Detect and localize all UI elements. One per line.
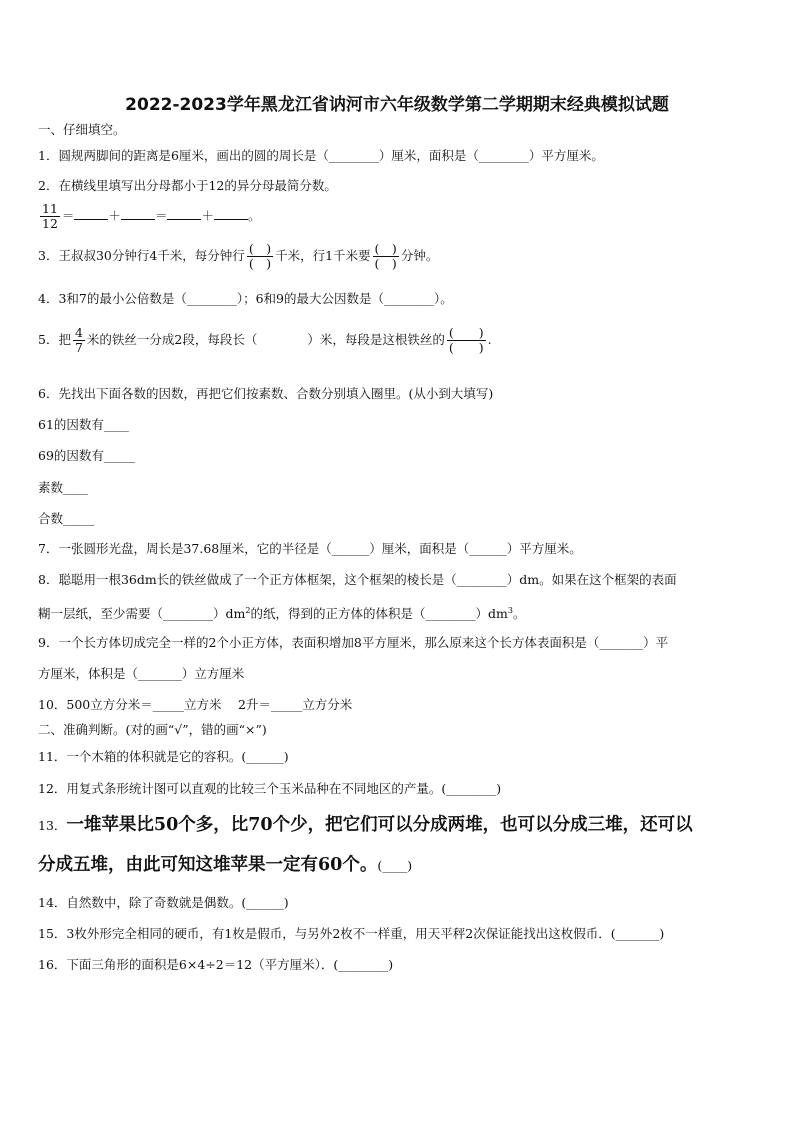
- fraction-blank[interactable]: $\frac{( )}{( )}$: [448, 325, 484, 355]
- question-13-line-2: 分成五堆，由此可知这堆苹果一定有60个。(____): [38, 855, 413, 875]
- question-6: 6．先找出下面各数的因数，再把它们按素数、合数分别填入圈里。(从小到大填写): [38, 386, 494, 401]
- fraction-blank[interactable]: $\frac{( )}{( )}$: [248, 241, 272, 271]
- question-9-line-2: 方厘米，体积是（_______）立方厘米: [38, 666, 245, 681]
- question-13-line-1: 13．一堆苹果比50个多，比70个少，把它们可以分成两堆，也可以分成三堆，还可以: [38, 815, 693, 835]
- fraction: $\frac{4}{7}$: [74, 325, 83, 355]
- question-12: 12．用复式条形统计图可以直观的比较三个玉米品种在不同地区的产量。(________): [38, 781, 502, 796]
- question-3: 3．王叔叔30分钟行4千米，每分钟行 $\frac{( )}{( )}$ 千米，行1千米要 $\frac{( )}{( )}$ 分钟。: [38, 241, 439, 271]
- question-7: 7．一张圆形光盘，周长是37.68厘米，它的半径是（______）厘米，面积是（______）平方厘米。: [38, 541, 582, 556]
- question-2-equation: $\frac{11}{12}$ ＝ ＋ ＝ ＋ 。: [42, 201, 261, 231]
- question-4: 4．3和7的最小公倍数是（________）；6和9的最大公因数是（________）。: [38, 291, 453, 306]
- question-8-line-2: 糊一层纸，至少需要$(\_\_\_\_\_\_\_\_)dm^2$的纸，得到的正方体的体积是$(\_\_\_\_\_\_\_\_)dm^3$。: [38, 606, 526, 622]
- answer-blank[interactable]: [167, 207, 201, 220]
- page-title: 2022-2023学年黑龙江省讷河市六年级数学第二学期期末经典模拟试题: [125, 95, 669, 115]
- section-heading-judge: 二、准确判断。(对的画“√”，错的画“×”): [38, 722, 267, 737]
- fraction: $\frac{11}{12}$: [42, 201, 58, 231]
- fraction-blank[interactable]: $\frac{( )}{( )}$: [374, 241, 397, 271]
- question-6-factors-69: 69的因数有_____: [38, 448, 136, 463]
- question-16: 16．下面三角形的面积是6×4÷2＝12（平方厘米）．(________): [38, 957, 394, 972]
- question-6-composites: 合数_____: [38, 511, 95, 526]
- answer-blank[interactable]: [74, 207, 108, 220]
- question-1: 1．圆规两脚间的距离是6厘米，画出的圆的周长是（________）厘米，面积是（________）平方厘米。: [38, 148, 604, 163]
- question-5: 5．把 $\frac{4}{7}$ 米的铁丝一分成2段，每段长（ ）米，每段是这根铁丝的 $\frac{( )}{( )}$ .: [38, 325, 492, 355]
- answer-blank[interactable]: [121, 207, 155, 220]
- question-14: 14．自然数中，除了奇数就是偶数。(______): [38, 895, 289, 910]
- question-8-line-1: 8．聪聪用一根36dm长的铁丝做成了一个正方体框架，这个框架的棱长是（________）dm。如果在这个框架的表面: [38, 572, 677, 587]
- question-9-line-1: 9．一个长方体切成完全一样的2个小正方体，表面积增加8平方厘米，那么原来这个长方体表面积是（_______）平: [38, 635, 669, 650]
- answer-blank[interactable]: [214, 207, 248, 220]
- section-heading-fill: 一、仔细填空。: [38, 122, 126, 137]
- question-10: 10．500立方分米＝_____立方米 2升＝_____立方分米: [38, 697, 353, 712]
- question-15: 15．3枚外形完全相同的硬币，有1枚是假币，与另外2枚不一样重，用天平秤2次保证能找出这枚假币．(_______): [38, 926, 665, 941]
- question-2: 2．在横线里填写出分母都小于12的异分母最简分数。: [38, 178, 337, 193]
- question-11: 11．一个木箱的体积就是它的容积。(______): [38, 749, 289, 764]
- question-6-primes: 素数____: [38, 480, 89, 495]
- question-6-factors-61: 61的因数有____: [38, 417, 129, 432]
